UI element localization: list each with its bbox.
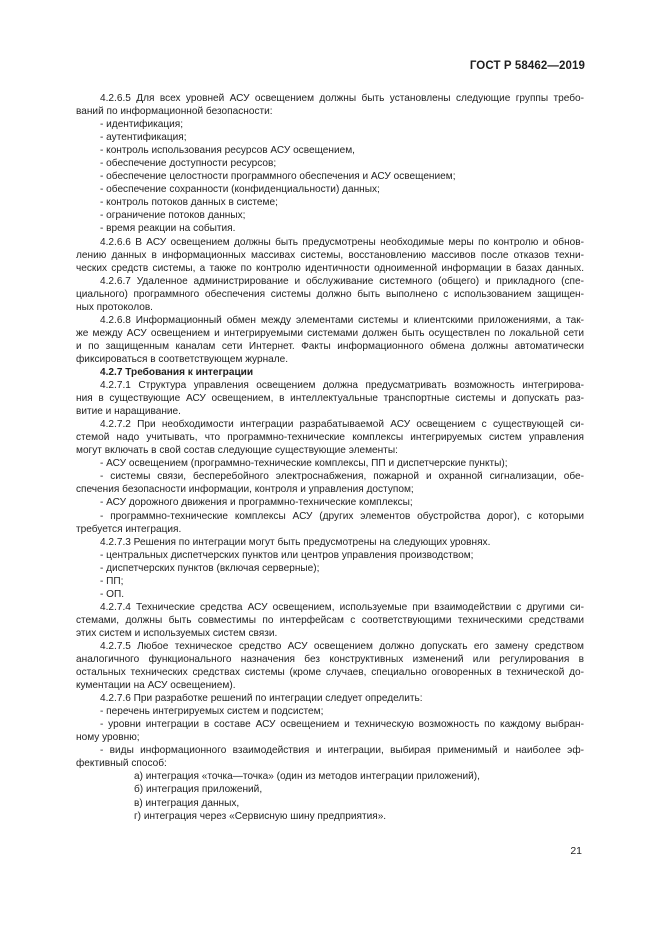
text-line: ческих средств системы, а также по контролю идентичности одноименной информации в базах данных. [76, 262, 584, 274]
text-line: г) интеграция через «Сервисную шину предприятия». [134, 810, 387, 822]
text-line: остальных технических средствах системы (кроме случаев, специально оговоренных в технической до- [76, 667, 584, 679]
text-line: 4.2.6.6 В АСУ освещением должны быть предусмотрены необходимые меры по контролю и обнов- [100, 236, 584, 248]
text-line: в) интеграция данных, [134, 797, 240, 809]
text-line: 4.2.7 Требования к интеграции [100, 366, 254, 378]
text-line: фективный способ: [76, 758, 167, 770]
standard-designation: ГОСТ Р 58462—2019 [469, 60, 585, 72]
text-line: - ОП. [100, 588, 125, 600]
text-line: - системы связи, бесперебойного электроснабжения, пожарной и охранной сигнализации, обе- [100, 471, 584, 483]
text-line: ваний по информационной безопасности: [76, 106, 273, 118]
text-line: стемами, должны быть совместимы по интерфейсам с соответствующими техническими средствами [76, 614, 584, 626]
text-line: стемой надо учитывать, что программно-технические комплексы интегрируемых систем управления [76, 432, 584, 444]
text-line: 4.2.7.1 Структура управления освещением должна предусматривать возможность интегрирова- [100, 380, 584, 392]
text-line: этих систем и используемых систем связи. [76, 627, 278, 639]
text-line: 4.2.7.2 При необходимости интеграции разрабатываемой АСУ освещением с существующей си- [100, 419, 584, 431]
text-line: 4.2.6.5 Для всех уровней АСУ освещением должны быть установлены следующие группы требо- [100, 93, 584, 104]
text-line: циального) программного обеспечения системы должно быть выполнено с использованием защищен- [76, 288, 584, 300]
text-line: - перечень интегрируемых систем и подсистем; [100, 706, 324, 718]
text-line: - ПП; [100, 575, 124, 587]
text-line: ния в существующие АСУ освещением, в интеллектуальные транспортные системы и допускать раз- [76, 393, 584, 405]
text-line: - АСУ освещением (программно-технические комплексы, ПП и диспетчерские пункты); [100, 458, 508, 470]
text-line: 4.2.7.3 Решения по интеграции могут быть предусмотрены на следующих уровнях. [100, 536, 491, 548]
text-line: 4.2.7.5 Любое техническое средство АСУ освещением должно допускать его замену средством [100, 640, 584, 652]
text-line: - программно-технические комплексы АСУ (других элементов обустройства дорог), с которыми [100, 510, 584, 522]
text-line: и по защищенным каналам сети Интернет. Факты информационного обмена должны автоматически [76, 340, 584, 352]
text-line: спечения безопасности информации, контроля и управления доступом; [76, 484, 414, 496]
text-line: 4.2.6.8 Информационный обмен между элементами системы и клиентскими приложениями, а так- [100, 314, 584, 326]
text-line: - уровни интеграции в составе АСУ освещением и техническую возможность по каждому выбран- [100, 719, 584, 731]
text-line: б) интеграция приложений, [134, 784, 263, 796]
text-line: - идентификация; [100, 119, 184, 131]
text-line: - контроль использования ресурсов АСУ освещением, [100, 145, 355, 157]
text-line: - ограничение потоков данных; [100, 210, 246, 222]
text-line: кументации на АСУ освещением). [76, 680, 236, 692]
text-line: требуется интеграция. [76, 523, 182, 535]
document-body [76, 92, 584, 823]
text-line: же между АСУ освещением и интегрируемыми системами должен быть осуществлен по локальной сети [76, 327, 584, 339]
text-line: - АСУ дорожного движения и программно-технические комплексы; [100, 497, 413, 509]
text-line: - диспетчерских пунктов (включая серверные); [100, 562, 320, 574]
text-line: а) интеграция «точка—точка» (один из методов интеграции приложений), [134, 771, 480, 783]
text-line: - обеспечение сохранности (конфиденциальности) данных; [100, 184, 380, 196]
text-line: фиксироваться в соответствующем журнале. [76, 353, 289, 365]
page-number: 21 [570, 845, 582, 857]
text-line: могут включать в свой состав следующие существующие элементы: [76, 445, 398, 457]
text-line: - виды информационного взаимодействия и интеграции, выбирая применимый и наиболее эф- [100, 745, 584, 757]
text-line: аналогичного функционального назначения без конструктивных изменений или регулирования в [76, 654, 584, 666]
text-line: - обеспечение целостности программного обеспечения и АСУ освещением; [100, 171, 456, 183]
text-line: - аутентификация; [100, 132, 187, 144]
text-line: ному уровню; [76, 732, 140, 744]
text-line: - контроль потоков данных в системе; [100, 197, 278, 209]
text-line: витие и наращивание. [76, 406, 181, 418]
text-line: 4.2.7.4 Технические средства АСУ освещением, используемые при взаимодействии с другими си- [100, 601, 584, 613]
text-line: 4.2.7.6 При разработке решений по интеграции следует определить: [100, 693, 423, 705]
text-line: лению данных в информационных массивах системы, восстановлению массивов после отказов техни- [76, 249, 584, 261]
text-line: - обеспечение доступности ресурсов; [100, 158, 277, 170]
text-line: ных протоколов. [76, 301, 153, 313]
text-line: - время реакции на события. [100, 223, 236, 235]
text-line: - центральных диспетчерских пунктов или центров управления производством; [100, 549, 474, 561]
text-line: 4.2.6.7 Удаленное администрирование и обслуживание системного (общего) и прикладного (спе- [100, 275, 584, 287]
